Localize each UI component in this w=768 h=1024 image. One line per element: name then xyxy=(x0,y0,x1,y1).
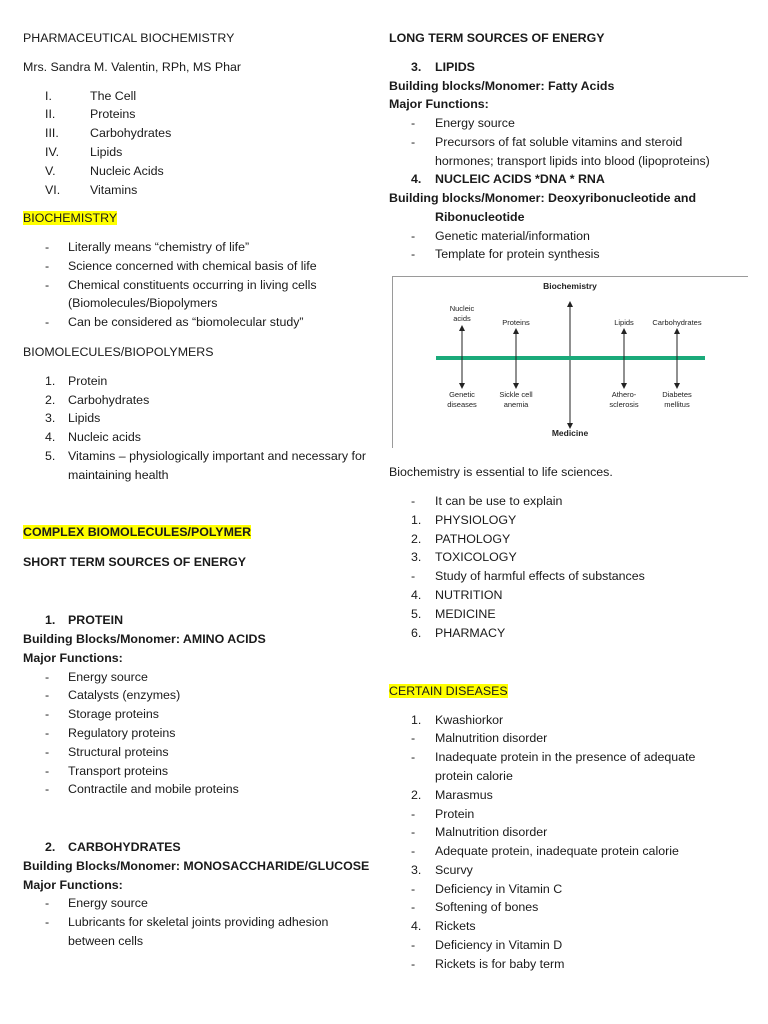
figure-bottom-item: mellitus xyxy=(664,400,690,409)
list-item: Deficiency in Vitamin C xyxy=(435,882,563,896)
certain-diseases-heading: CERTAIN DISEASES xyxy=(389,684,508,698)
list-marker: 4. xyxy=(45,430,56,444)
list-item: Rickets is for baby term xyxy=(435,957,565,971)
bullet-dash: - xyxy=(411,247,416,261)
figure-bottom-item: anemia xyxy=(503,400,529,409)
bullet-text: Can be considered as “biomolecular study” xyxy=(68,315,304,329)
bullet-text: Transport proteins xyxy=(68,764,169,778)
biochemistry-medicine-figure xyxy=(392,276,748,448)
bullet-dash: - xyxy=(45,915,50,929)
bullet-dash: - xyxy=(45,707,50,721)
bullet-dash: - xyxy=(45,782,50,796)
list-item: NUTRITION xyxy=(435,588,503,602)
figure-top-border xyxy=(392,276,748,277)
functions-label: Major Functions: xyxy=(23,651,123,665)
list-marker: 4. xyxy=(411,588,422,602)
functions-label: Major Functions: xyxy=(23,878,123,892)
bullet-text: Energy source xyxy=(435,116,515,130)
section-title: PROTEIN xyxy=(68,613,124,627)
bullet-dash: - xyxy=(45,240,50,254)
bullet-text: Literally means “chemistry of life” xyxy=(68,240,250,254)
list-marker: 5. xyxy=(45,449,56,463)
figure-bottom-item: Genetic xyxy=(449,390,475,399)
list-marker: I. xyxy=(45,89,52,103)
bullet-text: Regulatory proteins xyxy=(68,726,176,740)
building-blocks: Building blocks/Monomer: Fatty Acids xyxy=(389,79,615,93)
bullet-text: Genetic material/information xyxy=(435,229,590,243)
list-item: The Cell xyxy=(90,89,137,103)
list-item: maintaining health xyxy=(68,468,169,482)
list-item: Protein xyxy=(68,374,108,388)
long-term-heading: LONG TERM SOURCES OF ENERGY xyxy=(389,31,605,45)
complex-biomolecules-heading: COMPLEX BIOMOLECULES/POLYMER xyxy=(23,525,252,539)
list-marker: 2. xyxy=(411,532,422,546)
list-marker: - xyxy=(411,900,416,914)
list-item: Vitamins xyxy=(90,183,138,197)
list-item: Nucleic Acids xyxy=(90,164,164,178)
figure-left-border xyxy=(392,276,393,448)
bullet-dash: - xyxy=(45,764,50,778)
figure-bottom-item: Athero- xyxy=(611,390,637,399)
section-title: LIPIDS xyxy=(435,60,475,74)
list-item: Scurvy xyxy=(435,863,473,877)
list-marker: 3. xyxy=(45,411,56,425)
list-marker: 3. xyxy=(411,550,422,564)
bullet-dash: - xyxy=(45,278,50,292)
list-item: Nucleic acids xyxy=(68,430,141,444)
list-item: Malnutrition disorder xyxy=(435,825,548,839)
list-marker: - xyxy=(411,569,416,583)
bullet-dash: - xyxy=(411,116,416,130)
bullet-text: between cells xyxy=(68,934,144,948)
list-item: Deficiency in Vitamin D xyxy=(435,938,563,952)
section-number: 2. xyxy=(45,840,56,854)
figure-top-item: Nucleic xyxy=(449,304,475,313)
bullet-text: Energy source xyxy=(68,670,148,684)
list-marker: - xyxy=(411,731,416,745)
bullet-text: Chemical constituents occurring in living cells xyxy=(68,278,317,292)
list-item: Proteins xyxy=(90,107,136,121)
list-marker: - xyxy=(411,494,416,508)
list-item: Study of harmful effects of substances xyxy=(435,569,645,583)
list-item: Inadequate protein in the presence of adequate xyxy=(435,750,696,764)
list-item: Lipids xyxy=(68,411,101,425)
figure-bottom-item: sclerosis xyxy=(609,400,639,409)
section-number: 3. xyxy=(411,60,422,74)
biomolecules-heading: BIOMOLECULES/BIOPOLYMERS xyxy=(23,345,214,359)
list-marker: - xyxy=(411,957,416,971)
bullet-text: Science concerned with chemical basis of life xyxy=(68,259,317,273)
list-item: Vitamins – physiologically important and necessary for xyxy=(68,449,366,463)
bullet-dash: - xyxy=(45,315,50,329)
list-marker: 3. xyxy=(411,863,422,877)
bullet-dash: - xyxy=(45,896,50,910)
bullet-dash: - xyxy=(411,229,416,243)
bullet-dash: - xyxy=(45,688,50,702)
instructor-name: Mrs. Sandra M. Valentin, RPh, MS Phar xyxy=(23,60,242,74)
bullet-dash: - xyxy=(411,135,416,149)
list-marker: - xyxy=(411,825,416,839)
figure-bottom-item: diseases xyxy=(447,400,477,409)
list-item: Softening of bones xyxy=(435,900,539,914)
list-marker: II. xyxy=(45,107,56,121)
section-title: CARBOHYDRATES xyxy=(68,840,181,854)
list-marker: - xyxy=(411,882,416,896)
bullet-text: Storage proteins xyxy=(68,707,159,721)
section-title: NUCLEIC ACIDS *DNA * RNA xyxy=(435,172,605,186)
list-item: PHARMACY xyxy=(435,626,506,640)
bullet-text: Contractile and mobile proteins xyxy=(68,782,239,796)
bullet-dash: - xyxy=(45,670,50,684)
bullet-text: hormones; transport lipids into blood (lipoproteins) xyxy=(435,154,710,168)
bullet-text: Precursors of fat soluble vitamins and steroid xyxy=(435,135,683,149)
figure-bottom-item: Sickle cell xyxy=(499,390,533,399)
list-item: Malnutrition disorder xyxy=(435,731,548,745)
figure-diagram xyxy=(392,276,748,448)
list-marker: III. xyxy=(45,126,59,140)
list-marker: 2. xyxy=(411,788,422,802)
list-item: Carbohydrates xyxy=(68,393,150,407)
bullet-dash: - xyxy=(45,259,50,273)
short-term-heading: SHORT TERM SOURCES OF ENERGY xyxy=(23,555,247,569)
building-blocks: Building blocks/Monomer: Deoxyribonucleotide and xyxy=(389,191,697,205)
list-item: PHYSIOLOGY xyxy=(435,513,517,527)
list-item: It can be use to explain xyxy=(435,494,563,508)
list-marker: 2. xyxy=(45,393,56,407)
section-number: 1. xyxy=(45,613,56,627)
bullet-text: Lubricants for skeletal joints providing adhesion xyxy=(68,915,329,929)
list-item: Adequate protein, inadequate protein calorie xyxy=(435,844,679,858)
essential-statement: Biochemistry is essential to life sciences. xyxy=(389,465,613,479)
bullet-text: Template for protein synthesis xyxy=(435,247,600,261)
building-blocks-continued: Ribonucleotide xyxy=(435,210,525,224)
list-item: Carbohydrates xyxy=(90,126,172,140)
bullet-text: (Biomolecules/Biopolymers xyxy=(68,296,218,310)
list-marker: 5. xyxy=(411,607,422,621)
list-item: Lipids xyxy=(90,145,123,159)
list-marker: 6. xyxy=(411,626,422,640)
list-marker: 1. xyxy=(411,513,422,527)
bullet-dash: - xyxy=(45,745,50,759)
list-marker: - xyxy=(411,750,416,764)
figure-top-item: Lipids xyxy=(614,318,634,327)
figure-bottom-label: Medicine xyxy=(551,428,589,438)
biochemistry-heading: BIOCHEMISTRY xyxy=(23,211,118,225)
list-item: TOXICOLOGY xyxy=(435,550,517,564)
building-blocks: Building Blocks/Monomer: AMINO ACIDS xyxy=(23,632,266,646)
list-item: Kwashiorkor xyxy=(435,713,504,727)
list-item: Marasmus xyxy=(435,788,493,802)
bullet-text: Structural proteins xyxy=(68,745,169,759)
course-title: PHARMACEUTICAL BIOCHEMISTRY xyxy=(23,31,235,45)
figure-top-item: Proteins xyxy=(502,318,530,327)
figure-top-label: Biochemistry xyxy=(543,281,597,291)
building-blocks: Building Blocks/Monomer: MONOSACCHARIDE/GLUCOSE xyxy=(23,859,370,873)
list-marker: - xyxy=(411,844,416,858)
list-marker: 1. xyxy=(45,374,56,388)
list-item: Protein xyxy=(435,807,475,821)
list-marker: VI. xyxy=(45,183,61,197)
list-marker: 4. xyxy=(411,919,422,933)
functions-label: Major Functions: xyxy=(389,97,489,111)
list-item: protein calorie xyxy=(435,769,513,783)
figure-top-item: Carbohydrates xyxy=(652,318,702,327)
list-marker: V. xyxy=(45,164,56,178)
list-marker: - xyxy=(411,938,416,952)
list-item: Rickets xyxy=(435,919,476,933)
list-marker: 1. xyxy=(411,713,422,727)
list-item: MEDICINE xyxy=(435,607,496,621)
section-number: 4. xyxy=(411,172,422,186)
list-marker: IV. xyxy=(45,145,60,159)
figure-bottom-item: Diabetes xyxy=(662,390,692,399)
bullet-text: Catalysts (enzymes) xyxy=(68,688,181,702)
figure-top-item: acids xyxy=(453,314,471,323)
bullet-dash: - xyxy=(45,726,50,740)
bullet-text: Energy source xyxy=(68,896,148,910)
list-marker: - xyxy=(411,807,416,821)
list-item: PATHOLOGY xyxy=(435,532,511,546)
